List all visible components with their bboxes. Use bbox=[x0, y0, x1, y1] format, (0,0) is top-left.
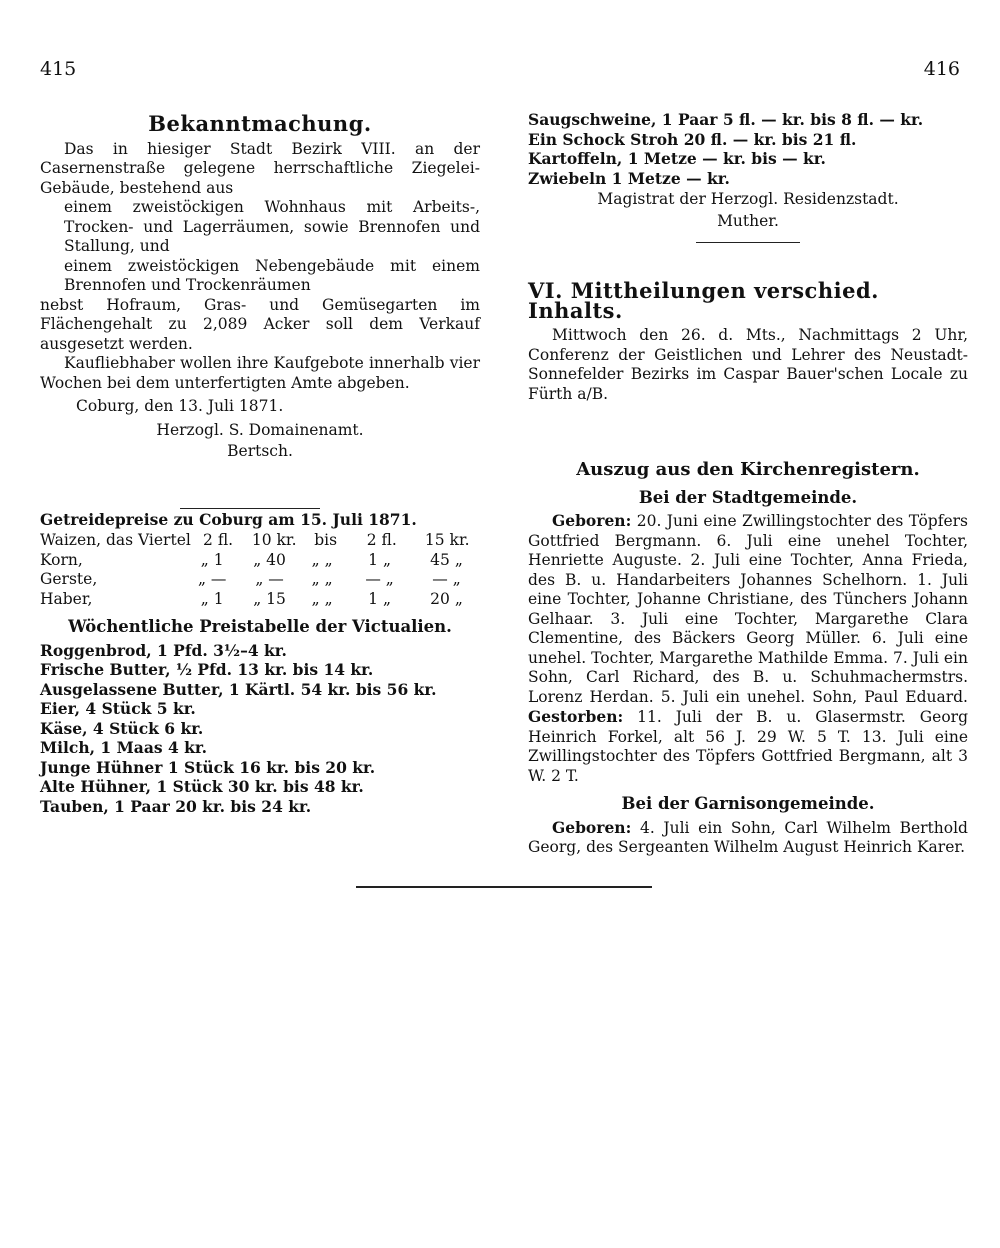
divider-left-1 bbox=[180, 508, 320, 509]
bekanntmachung-item-2: einem zweistöckigen Nebengebäude mit einem Brennofen und Trockenräumen bbox=[64, 256, 480, 294]
divider-right-1 bbox=[696, 242, 800, 243]
list-item: Ein Schock Stroh 20 fl. — kr. bis 21 fl. bbox=[528, 129, 857, 149]
bekanntmachung-authority: Herzogl. S. Domainenamt. bbox=[156, 420, 364, 439]
table-row: Korn, „ 1 „ 40 „ „ 1 „ 45 „ bbox=[40, 550, 463, 569]
list-item: Zwiebeln 1 Metze — kr. bbox=[528, 168, 730, 188]
gestorben-label: Gestorben: bbox=[528, 707, 624, 726]
geboren-text: 20. Juni eine Zwillingstochter des Töpfers Gottfried Bergmann. 6. Juli eine unehel Tochter, Henriette Auguste. 2. Juli eine Tochter, Anna Frieda, des B. u. Handarbeiters Johannes Schelhorn. 1. Juli eine Tochter, Johanne Christiane, des Tünchers Johann Gelhaar. 3. Juli eine Tochter, Margarethe Clara Clementine, des Bäckers Georg Müller. 6. Juli eine unehel. Tochter, Margarethe Mathilde Emma. 7. Juli ein Sohn, Carl Richard, des B. u. Schuhmachermstrs. Lorenz Herdan. 5. Juli ein unehel. Sohn, Paul Eduard. bbox=[528, 512, 968, 706]
bekanntmachung-date: Coburg, den 13. Juli 1871. bbox=[76, 397, 284, 415]
list-item: Roggenbrod, 1 Pfd. 3½–4 kr. bbox=[40, 640, 287, 660]
page-number-right: 416 bbox=[923, 58, 960, 80]
list-item: Eier, 4 Stück 5 kr. bbox=[40, 699, 196, 718]
bekanntmachung-continuation: nebst Hofraum, Gras- und Gemüsegarten im Flächengehalt zu 2,089 Acker soll dem Verkauf ausgesetzt werden. bbox=[40, 295, 480, 353]
section-6-text: Mittwoch den 26. d. Mts., Nachmittags 2 Uhr, Conferenz der Geistlichen und Lehrer des Neustadt-Sonnefelder Bezirks im Caspar Bauer'schen Locale zu Fürth a/B. bbox=[528, 326, 968, 403]
divider-bottom bbox=[356, 886, 652, 888]
left-column bbox=[40, 110, 480, 816]
bekanntmachung-item-1: einem zweistöckigen Wohnhaus mit Arbeits-, Trocken- und Lagerräumen, sowie Brennofen und Stallung, und bbox=[64, 198, 480, 255]
victualien-list bbox=[40, 641, 480, 817]
garnisongemeinde-title: Bei der Garnisongemeinde. bbox=[621, 794, 875, 813]
garnison-geboren-text: 4. Juli ein Sohn, Carl Wilhelm Berthold Georg, des Sergeanten Wilhelm August Heinrich Karer. bbox=[528, 818, 968, 856]
list-item: Frische Butter, ½ Pfd. 13 kr. bis 14 kr. bbox=[40, 660, 374, 679]
geboren-label: Geboren: bbox=[552, 511, 632, 530]
list-item: Käse, 4 Stück 6 kr. bbox=[40, 718, 204, 738]
bekanntmachung-signature: Bertsch. bbox=[227, 442, 293, 460]
victualien-signature: Muther. bbox=[717, 211, 779, 230]
getreide-title: Getreidepreise zu Coburg am 15. Juli 1871. bbox=[40, 509, 417, 529]
list-item: Saugschweine, 1 Paar 5 fl. — kr. bis 8 fl. — kr. bbox=[528, 110, 924, 129]
table-row: Haber, „ 1 „ 15 „ „ 1 „ 20 „ bbox=[40, 589, 463, 608]
table-row: Gerste, „ — „ — „ „ — „ — „ bbox=[40, 570, 461, 588]
bekanntmachung-intro: Das in hiesiger Stadt Bezirk VIII. an der Casernenstraße gelegene herrschaftliche Ziegelei-Gebäude, bestehend aus bbox=[40, 139, 480, 197]
garnison-geboren-label: Geboren: bbox=[552, 817, 632, 837]
list-item: Ausgelassene Butter, 1 Kärtl. 54 kr. bis 56 kr. bbox=[40, 679, 437, 699]
list-item: Milch, 1 Maas 4 kr. bbox=[40, 738, 208, 757]
bekanntmachung-buyers: Kaufliebhaber wollen ihre Kaufgebote innerhalb vier Wochen bei dem unterfertigten Amte abgeben. bbox=[40, 354, 480, 392]
section-6-title: VI. Mittheilungen verschied. Inhalts. bbox=[528, 278, 879, 323]
page-number-left: 415 bbox=[40, 58, 77, 80]
kirchen-title: Auszug aus den Kirchenregistern. bbox=[576, 459, 920, 480]
stadtgemeinde-title: Bei der Stadtgemeinde. bbox=[638, 487, 858, 507]
garnison-geboren bbox=[528, 818, 968, 858]
victualien-title: Wöchentliche Preistabelle der Victualien. bbox=[68, 617, 452, 636]
victualien-authority: Magistrat der Herzogl. Residenzstadt. bbox=[597, 190, 899, 208]
bekanntmachung-title: Bekanntmachung. bbox=[148, 111, 372, 136]
table-row: Waizen, das Viertel 2 fl. 10 kr. bis 2 fl. 15 kr. bbox=[40, 531, 470, 549]
list-item: Junge Hühner 1 Stück 16 kr. bis 20 kr. bbox=[40, 757, 376, 777]
gestorben-text: 11. Juli der B. u. Glasermstr. Georg Heinrich Forkel, alt 56 J. 29 W. 5 T. 13. Juli eine Zwillingstochter des Töpfers Gottfried Bergmann, alt 3 W. 2 T. bbox=[528, 708, 969, 785]
list-item: Alte Hühner, 1 Stück 30 kr. bis 48 kr. bbox=[40, 777, 364, 796]
list-item: Tauben, 1 Paar 20 kr. bis 24 kr. bbox=[40, 796, 312, 816]
list-item: Kartoffeln, 1 Metze — kr. bis — kr. bbox=[528, 149, 826, 168]
victualien-list-continued bbox=[528, 110, 968, 188]
getreide-table bbox=[40, 531, 480, 609]
stadt-geboren bbox=[528, 511, 968, 786]
right-column bbox=[528, 110, 968, 858]
